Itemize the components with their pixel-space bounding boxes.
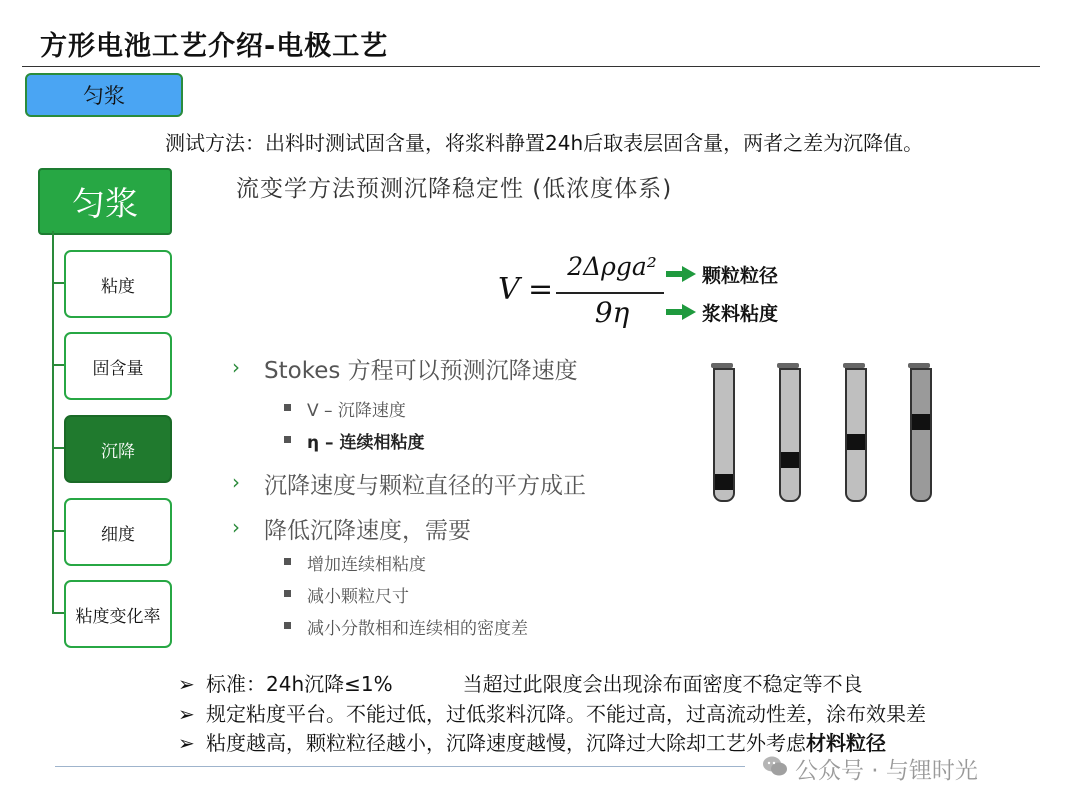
chevron-right-icon: › (232, 515, 240, 539)
formula-fraction-bar (556, 292, 664, 294)
square-bullet-icon (284, 436, 291, 443)
formula-lhs: V (498, 272, 520, 307)
tree-connector (52, 231, 54, 613)
tree-branch (52, 530, 64, 532)
arrow-bullet-icon: ➢ (178, 672, 195, 696)
tree-branch (52, 447, 64, 449)
summary-line-viscosity-platform (178, 698, 926, 727)
tree-node-sedimentation: 沉降 (64, 415, 172, 483)
bullet-stokes: Stokes 方程可以预测沉降速度 (264, 358, 578, 384)
square-bullet-icon (284, 404, 291, 411)
annotation-particle-size: 颗粒粒径 (702, 265, 779, 287)
summary-particle-bold: 材料粒径 (806, 731, 886, 755)
tree-branch (52, 364, 64, 366)
sub-bullet-eta: η – 连续相粘度 (307, 433, 425, 453)
sub-bullet-v: V – 沉降速度 (307, 401, 406, 421)
summary-viscosity-platform-text: 规定粘度平台。不能过低，过低浆料沉降。不能过高，过高流动性差，涂布效果差 (206, 702, 926, 726)
sub-bullet-increase-viscosity: 增加连续相粘度 (307, 555, 426, 575)
bullet-reduce-velocity: 降低沉降速度，需要 (264, 518, 471, 544)
test-tube (910, 368, 932, 502)
sub-bullet-density-diff: 减小分散相和连续相的密度差 (307, 619, 528, 639)
summary-standard-value: 标准：24h沉降≤1% (206, 672, 393, 696)
formula-equals: = (528, 272, 554, 307)
tree-root-node: 匀浆 (38, 168, 172, 235)
summary-line-standard (178, 668, 863, 697)
test-tube (779, 368, 801, 502)
tree-node-solid-content: 固含量 (64, 332, 172, 400)
section-tag: 匀浆 (25, 73, 183, 117)
test-method-text: 测试方法：出料时测试固含量，将浆料静置24h后取表层固含量，两者之差为沉降值。 (165, 131, 924, 155)
square-bullet-icon (284, 558, 291, 565)
sediment-band (781, 452, 799, 468)
page-title: 方形电池工艺介绍-电极工艺 (40, 31, 389, 62)
figure-subtitle: 流变学方法预测沉降稳定性 (低浓度体系) (236, 176, 673, 202)
tree-branch (52, 612, 64, 614)
tree-branch (52, 282, 64, 284)
annotation-slurry-viscosity: 浆料粘度 (702, 303, 779, 325)
summary-standard-note: 当超过此限度会出现涂布面密度不稳定等不良 (462, 672, 863, 696)
title-divider (22, 66, 1040, 67)
chevron-right-icon: › (232, 470, 240, 494)
arrow-right-icon (666, 304, 696, 320)
square-bullet-icon (284, 622, 291, 629)
sediment-band (912, 414, 930, 430)
sediment-band (715, 474, 733, 490)
wechat-icon (762, 755, 788, 777)
summary-line-particle-size (178, 727, 886, 756)
sub-bullet-reduce-size: 减小颗粒尺寸 (307, 587, 409, 607)
sediment-band (847, 434, 865, 450)
chevron-right-icon: › (232, 355, 240, 379)
arrow-right-icon (666, 266, 696, 282)
arrow-bullet-icon: ➢ (178, 702, 195, 726)
watermark-text: 公众号 · 与锂时光 (795, 758, 978, 784)
footer-divider (55, 766, 745, 767)
tree-node-viscosity-change-rate: 粘度变化率 (64, 580, 172, 648)
bullet-velocity-diameter: 沉降速度与颗粒直径的平方成正 (264, 473, 586, 499)
summary-particle-text: 粘度越高，颗粒粒径越小，沉降速度越慢，沉降过大除却工艺外考虑 (206, 731, 806, 755)
tree-node-viscosity: 粘度 (64, 250, 172, 318)
test-tube (713, 368, 735, 502)
formula-numerator: 2Δρga² (567, 252, 657, 281)
square-bullet-icon (284, 590, 291, 597)
tree-node-fineness: 细度 (64, 498, 172, 566)
formula-denominator: 9η (594, 296, 630, 329)
arrow-bullet-icon: ➢ (178, 731, 195, 755)
test-tube (845, 368, 867, 502)
